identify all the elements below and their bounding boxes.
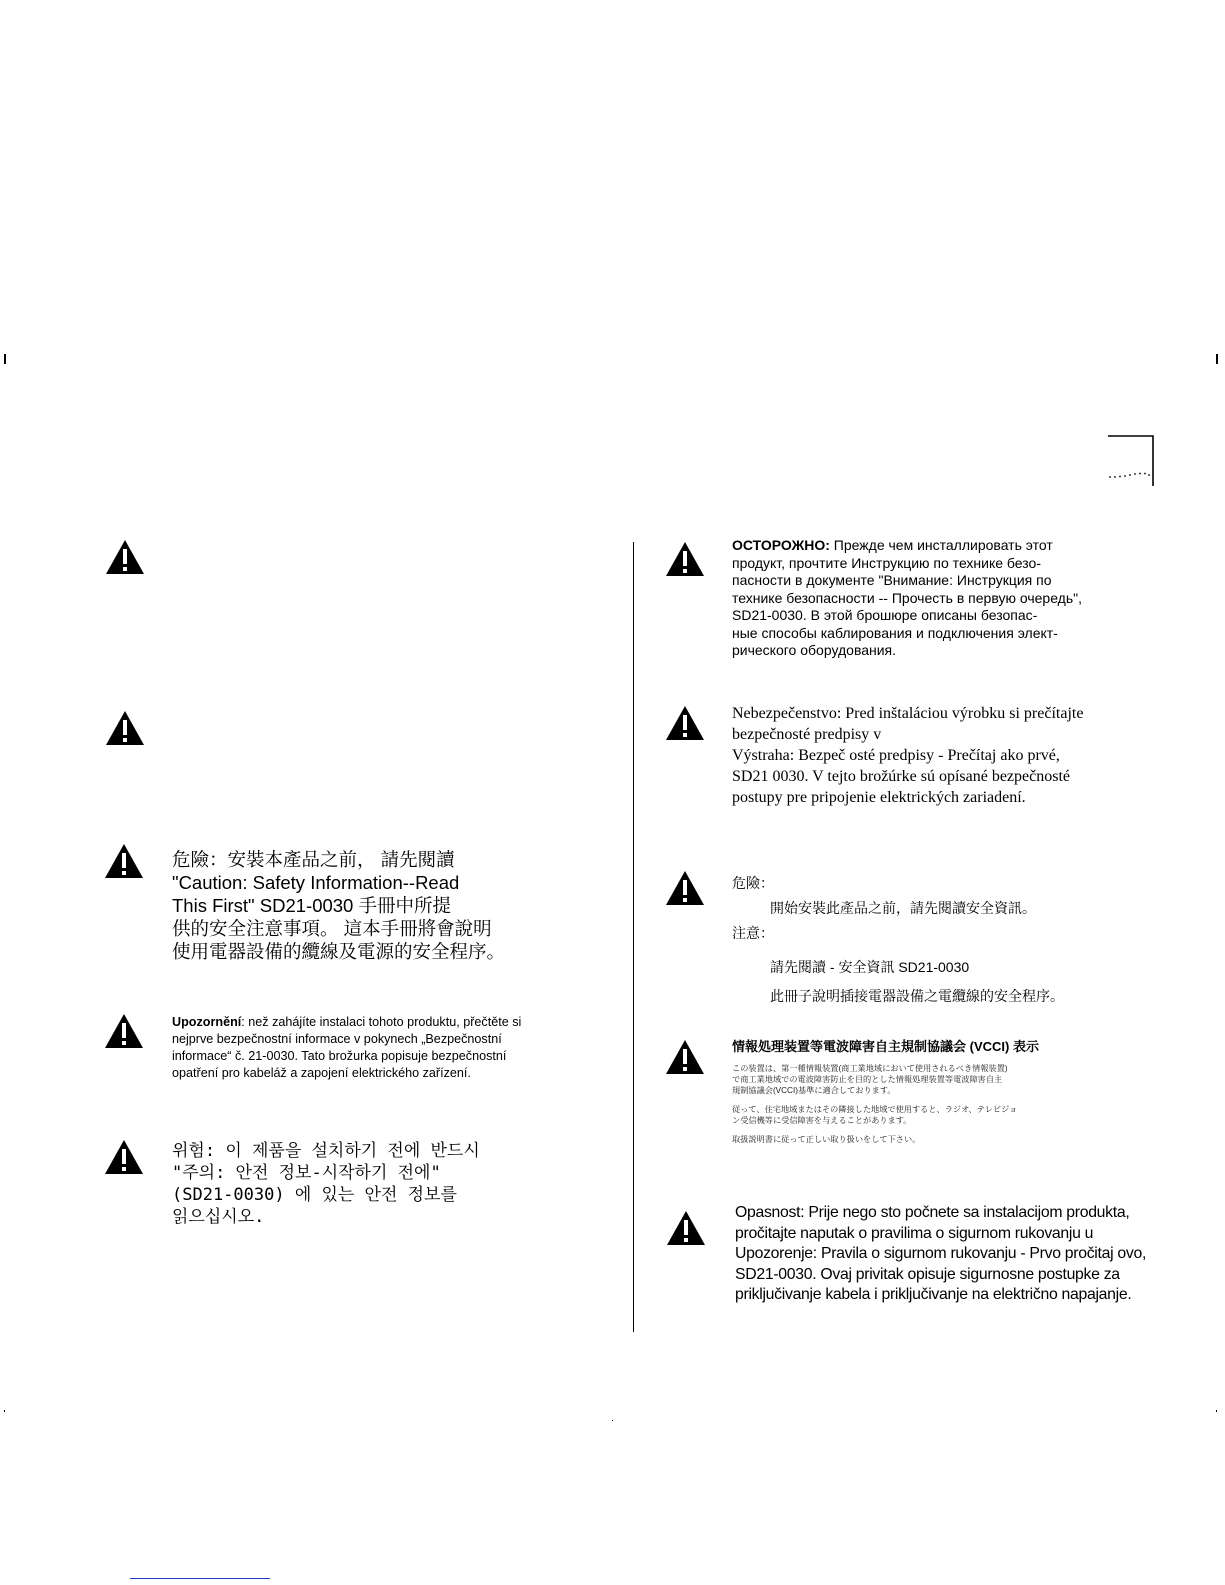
text-line: pročitajte naputak o pravilima o sigurnom rukovanju u (735, 1224, 1094, 1242)
text-line: 従って、住宅地域またはその隣接した地域で使用すると、ラジオ、テレビジョ (732, 1105, 1018, 1114)
text-line: 規制協議会(VCCI)基準に適合しております。 (732, 1086, 896, 1095)
text-line: продукт, прочтите Инструкцию по технике безо- (732, 554, 1041, 571)
warning-label: Upozornění (172, 1015, 242, 1029)
text-line: SD21-0030. В этой брошюре описаны безопас- (732, 607, 1038, 623)
text-line: Výstraha: Bezpeč osté predpisy - Prečítaj ako prvé, (732, 747, 1060, 764)
text-line: 注意： (732, 925, 774, 941)
crop-dot-bottom-center (612, 1420, 613, 1421)
text-line: технике безопасности -- Прочесть в первую очередь", (732, 589, 1082, 606)
warning-text-korean (172, 1140, 592, 1228)
text-line: ン受信機等に受信障害を与えることがあります。 (732, 1116, 912, 1125)
text-line: (SD21-0030) 에 있는 안전 정보를 (172, 1185, 457, 1205)
vcci-heading: 情報処理装置等電波障害自主規制協議会 (VCCI) 表示 (732, 1039, 1039, 1054)
column-divider (633, 542, 634, 1332)
crop-mark-right (1216, 354, 1218, 364)
text-line: 危險：安裝本產品之前， 請先閱讀 (172, 849, 455, 870)
text-line: 供的安全注意事項。 這本手冊將會說明 (172, 918, 492, 939)
text-line: Opasnost: Prije nego sto počnete sa instalacijom produkta, (735, 1204, 1130, 1221)
warning-triangle-icon (105, 539, 145, 575)
warning-text-croatian (735, 1203, 1165, 1306)
text-line: 읽으십시오. (172, 1207, 265, 1227)
warning-triangle-icon (104, 1139, 144, 1175)
text-line: 開始安裝此產品之前，請先閱讀安全資訊。 (770, 900, 1036, 916)
vcci-notice-japanese (732, 1036, 1172, 1145)
text-line: ные способы каблирования и подключения элект- (732, 624, 1058, 641)
text-line (172, 1014, 602, 1031)
text-line: 危險： (732, 875, 774, 891)
text-line: opatření pro kabeláž a zapojení elektrického zařízení. (172, 1066, 471, 1080)
warning-triangle-icon (105, 710, 145, 746)
vcci-paragraph (732, 1063, 1172, 1096)
text-line: この装置は、第一種情報装置(商工業地域において使用されるべき情報装置) (732, 1064, 1008, 1073)
warning-triangle-icon (104, 843, 144, 879)
page-corner-mark (1108, 435, 1154, 487)
text-line: This First" SD21-0030 手冊中所提 (172, 895, 451, 916)
text-line: 此冊子說明插接電器設備之電纜線的安全程序。 (770, 988, 1064, 1004)
text-line: Upozorenje: Pravila o sigurnom rukovanju - Prvo pročitaj ovo, (735, 1245, 1147, 1262)
text-line: 위험: 이 제품을 설치하기 전에 반드시 (172, 1141, 480, 1161)
footer-link-underline (130, 1578, 270, 1579)
text-line-rest: : než zahájíte instalaci tohoto produktu, přečtěte si (241, 1015, 522, 1029)
warning-label: ОСТОРОЖНО: (732, 537, 830, 553)
text-line: SD21-0030. Ovaj privitak opisuje sigurnosne postupke za (735, 1265, 1120, 1283)
text-line: bezpečnosté predpisy v (732, 726, 882, 743)
text-line: пасности в документе "Внимание: Инструкция по (732, 572, 1052, 588)
text-line: SD21 0030. V tejto brožúrke sú opísané bezpečnosté (732, 768, 1071, 785)
crop-dot-bottom-left (4, 1410, 5, 1412)
text-line: 請先閱讀 - 安全資訊 SD21-0030 (770, 959, 970, 975)
text-line: で商工業地域での電波障害防止を目的とした情報処理装置等電波障害自主 (732, 1075, 1003, 1084)
crop-dot-bottom-right (1216, 1410, 1217, 1412)
text-line: priključivanje kabela i priključivanje na električno napajanje. (735, 1286, 1132, 1303)
crop-mark-left (4, 354, 6, 364)
text-line: informace“ č. 21-0030. Tato brožurka popisuje bezpečnostní (172, 1049, 507, 1063)
warning-triangle-icon (665, 705, 705, 741)
vcci-paragraph (732, 1104, 1172, 1126)
text-line: 使用電器設備的纜線及電源的安全程序。 (172, 941, 506, 962)
warning-triangle-icon (104, 1013, 144, 1049)
warning-triangle-icon (665, 541, 705, 577)
warning-triangle-icon (665, 1039, 705, 1075)
warning-triangle-icon (666, 1210, 706, 1246)
text-line: postupy pre pripojenie elektrických zariadení. (732, 789, 1026, 806)
text-line: 取扱説明書に従って正しい取り扱いをして下さい。 (732, 1135, 921, 1144)
warning-text-czech (172, 1014, 602, 1082)
text-line: рического оборудования. (732, 642, 897, 658)
text-line: nejprve bezpečnostní informace v pokynech „Bezpečnostní (172, 1032, 502, 1046)
text-line (732, 537, 1172, 555)
text-line: Nebezpečenstvo: Pred inštaláciou výrobku si prečítajte (732, 705, 1084, 722)
warning-text-slovak (732, 703, 1152, 808)
text-line-rest: Прежде чем инсталлировать этот (829, 537, 1053, 553)
warning-triangle-icon (665, 870, 705, 906)
warning-text-russian (732, 537, 1172, 660)
text-line: "주의: 안전 정보-시작하기 전에" (172, 1163, 441, 1183)
vcci-paragraph (732, 1134, 1172, 1145)
warning-text-chinese-traditional (172, 848, 592, 963)
text-line: "Caution: Safety Information--Read (172, 872, 460, 893)
